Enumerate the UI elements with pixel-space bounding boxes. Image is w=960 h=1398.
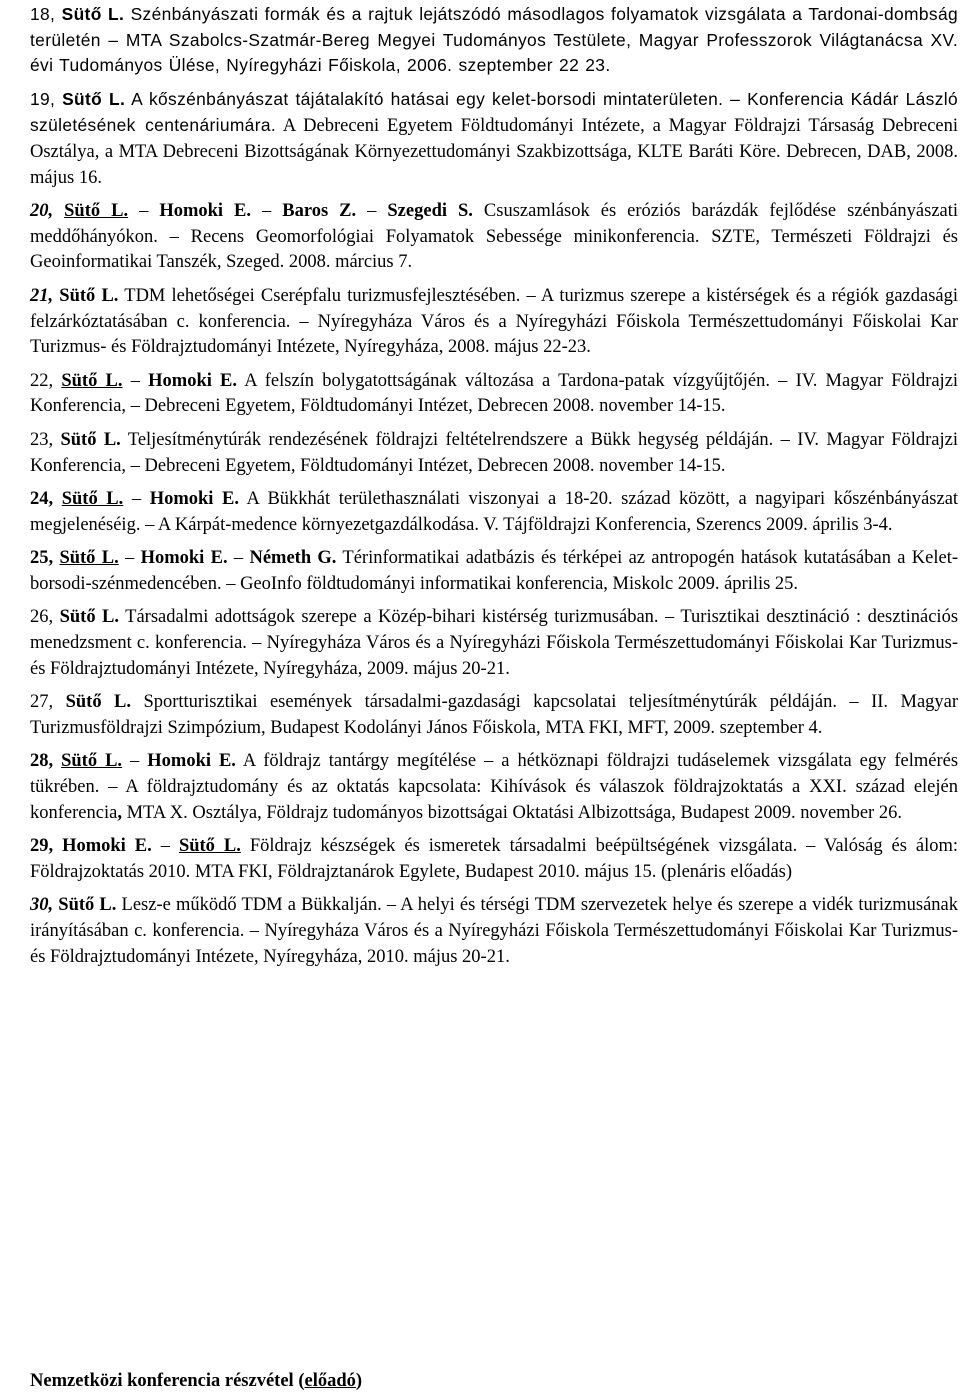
author: Sütő L. [61, 751, 123, 772]
entry-26 [30, 605, 958, 682]
entry-text-continued: A Debreceni Egyetem Földtudományi Intézete, a Magyar Földrajzi Társaság Debreceni Osztálya, a MTA Debreceni Bizottságának Környezettudományi Szakbizottsága, KLTE Baráti Köre. Debrecen, DAB, 2008. május 16. [30, 116, 959, 188]
entry-text: A felszín bolygatottságának változása a Tardona-patak vízgyűjtőjén. – IV. Magyar Földrajzi Konferencia, – Debreceni Egyetem, Földtudományi Intézet, Debrecen 2008. november 14-15. [30, 370, 959, 417]
entry-number: 29, [30, 836, 54, 857]
entry-text: A Bükkhát területhasználati viszonyai a 18-20. század között, a nagyipari kőszénbányászat megjelenéséig. – A Kárpát-medence környezetgazdálkodása. V. Tájföldrajzi Konferencia, Szerencs 2009. április 3-4. [30, 489, 959, 535]
coauthor: Szegedi S. [387, 201, 473, 222]
entry-number: 30, [30, 895, 54, 916]
entry-number: 28, [30, 751, 54, 772]
coauthor: Sütő L. [178, 836, 241, 857]
entry-number: 22, [30, 370, 54, 391]
entry-text: Térinformatikai adatbázis és térképei az antropogén hatások kutatásában a Kelet-borsodi-szénmedencében. – GeoInfo földtudományi informatikai konferencia, Miskolc 2009. április 25. [30, 548, 959, 594]
entry-number: 24, [30, 489, 54, 510]
coauthor: Homoki E. [148, 370, 238, 391]
author: Sütő L. [62, 88, 126, 109]
entry-text: Szénbányászati formák és a rajtuk lejátszódó másodlagos folyamatok vizsgálata a Tardonai-dombság területén – MTA Szabolcs-Szatmár-Bereg Megyei Tudományos Testülete, Magyar Professzorok Világtanácsa XV. évi Tudományos Ülése, Nyíregyházi Főiskola, 2006. szeptember 22 23. [30, 4, 958, 76]
entry-number: 20, [30, 201, 54, 222]
entry-text: TDM lehetőségei Cserépfalu turizmusfejlesztésében. – A turizmus szerepe a kistérségek és a régiók gazdasági felzárkóztatásában c. konferencia. – Nyíregyháza Város és a Nyíregyházi Főiskola Természettudományi Főiskolai Kar Turizmus- és Földrajztudományi Intézete, Nyíregyháza, 2008. május 22-23. [30, 285, 959, 358]
entry-text: Lesz-e működő TDM a Bükkalján. – A helyi és térségi TDM szervezetek helye és szerepe a vidék turizmusának irányításában c. konferencia. – Nyíregyháza Város és a Nyíregyházi Főiskola Természettudományi Főiskolai Kar Turizmus- és Földrajztudományi Intézete, Nyíregyháza, 2010. május 20-21. [30, 895, 958, 967]
author: Homoki E. [62, 836, 152, 857]
entry-number: 27, [30, 692, 54, 713]
entry-number: 25, [30, 548, 54, 569]
entry-number: 26, [30, 607, 54, 628]
section-heading: Nemzetközi konferencia részvétel (előadó) [30, 1371, 363, 1391]
author: Sütő L. [61, 370, 123, 391]
entry-27 [30, 690, 958, 741]
author: Sütő L. [59, 285, 119, 306]
entry-text: Földrajz készségek és ismeretek társadalmi beépültségének vizsgálata. – Valóság és álom: Földrajzoktatás 2010. MTA FKI, Földrajztanárok Egylete, Budapest 2010. május 15. (plenáris előadás) [30, 836, 959, 882]
entry-29: 29, Homoki E. – Sütő L. Földrajz készségek és ismeretek társadalmi beépültségének vizsgálata. – Valóság és álom: Földrajzoktatás 2010. MTA FKI, Földrajztanárok Egylete, Budapest 2010. május 15. (plenáris előadás) [30, 836, 959, 882]
author: Sütő L. [61, 489, 124, 510]
author: Sütő L. [58, 895, 117, 916]
entry-19 [30, 87, 958, 191]
entry-24: 24, Sütő L. – Homoki E. A Bükkhát területhasználati viszonyai a 18-20. század között, a nagyipari kőszénbányászat megjelenéséig. – A Kárpát-medence környezetgazdálkodása. V. Tájföldrajzi Konferencia, Szerencs 2009. április 3-4. [30, 489, 959, 535]
entry-23 [30, 428, 958, 479]
coauthor: Homoki E. [140, 548, 228, 569]
author: Sütő L. [59, 548, 119, 569]
entry-21 [30, 284, 958, 361]
author: Sütő L. [61, 4, 125, 24]
coauthor: Baros Z. [282, 201, 357, 222]
coauthor: Homoki E. [149, 489, 239, 510]
entry-text: A kőszénbányászat tájátalakító hatásai egy kelet-borsodi mintaterületen. – Konferencia Kádár László születésének centenáriumára. [30, 88, 958, 136]
entry-text: Csuszamlások és eróziós barázdák fejlődése szénbányászati meddőhányókon. – Recens Geomorfológiai Folyamatok Sebessége minikonferencia. SZTE, Természeti Földrajzi és Geoinformatikai Tanszék, Szeged. 2008. március 7. [30, 201, 959, 273]
coauthor: Homoki E. [159, 201, 252, 222]
coauthor: Németh G. [249, 548, 337, 569]
entry-number: 21, [30, 285, 54, 306]
entry-number: 19, [30, 88, 56, 109]
entry-25: 25, Sütő L. – Homoki E. – Németh G. Térinformatikai adatbázis és térképei az antropogén hatások kutatásában a Kelet-borsodi-szénmedencében. – GeoInfo földtudományi informatikai konferencia, Miskolc 2009. április 25. [30, 548, 959, 594]
entry-30 [30, 893, 958, 970]
coauthor: Homoki E. [147, 751, 236, 772]
section-heading-underlined: előadó [304, 1371, 356, 1391]
entry-text: Sportturisztikai események társadalmi-gazdasági kapcsolatai teljesítménytúrák példáján. – II. Magyar Turizmusföldrajzi Szimpózium, Budapest Kodolányi János Főiskola, MTA FKI, MFT, 2009. szeptember 4. [30, 692, 959, 738]
entry-22: 22, Sütő L. – Homoki E. A felszín bolygatottságának változása a Tardona-patak vízgyűjtőjén. – IV. Magyar Földrajzi Konferencia, – Debreceni Egyetem, Földtudományi Intézet, Debrecen 2008. november 14-15. [30, 370, 959, 417]
publication-list [30, 2, 958, 978]
author: Sütő L. [59, 607, 120, 628]
entry-number: 23, [30, 429, 54, 450]
author: Sütő L. [64, 201, 129, 222]
author: Sütő L. [65, 692, 131, 713]
entry-number: 18, [30, 4, 56, 24]
entry-18 [30, 2, 958, 79]
author: Sütő L. [60, 429, 121, 450]
entry-text: Társadalmi adottságok szerepe a Közép-bihari kistérség turizmusában. – Turisztikai desztináció : desztinációs menedzsment c. konferencia. – Nyíregyháza Város és a Nyíregyházi Főiskola Természettudományi Főiskolai Kar Turizmus- és Földrajztudományi Intézete, Nyíregyháza, 2009. május 20-21. [30, 607, 959, 679]
entry-text-continued: MTA X. Osztálya, Földrajz tudományos bizottságai Oktatási Albizottsága, Budapest 2009. november 26. [126, 802, 902, 823]
entry-28: 28, Sütő L. – Homoki E. A földrajz tantárgy megítélése – a hétköznapi földrajzi tudáselemek vizsgálata egy felmérés tükrében. – A földrajztudomány és az oktatás kapcsolata: Kihívások és válaszok földrajzoktatás a XXI. század elején konferencia, MTA X. Osztálya, Földrajz tudományos bizottságai Oktatási Albizottsága, Budapest 2009. november 26. [30, 751, 959, 823]
entry-text: Teljesítménytúrák rendezésének földrajzi feltételrendszere a Bükk hegység példáján. – IV. Magyar Földrajzi Konferencia, – Debreceni Egyetem, Földtudományi Intézet, Debrecen 2008. november 14-15. [30, 429, 959, 476]
entry-text: A földrajz tantárgy megítélése – a hétköznapi földrajzi tudáselemek vizsgálata egy felmérés tükrében. – A földrajztudomány és az oktatás kapcsolata: Kihívások és válaszok földrajzoktatás a XXI. század elején konferencia [30, 751, 959, 823]
entry-20: 20, Sütő L. – Homoki E. – Baros Z. – Szegedi S. Csuszamlások és eróziós barázdák fejlődése szénbányászati meddőhányókon. – Recens Geomorfológiai Folyamatok Sebessége minikonferencia. SZTE, Természeti Földrajzi és Geoinformatikai Tanszék, Szeged. 2008. március 7. [30, 201, 959, 273]
